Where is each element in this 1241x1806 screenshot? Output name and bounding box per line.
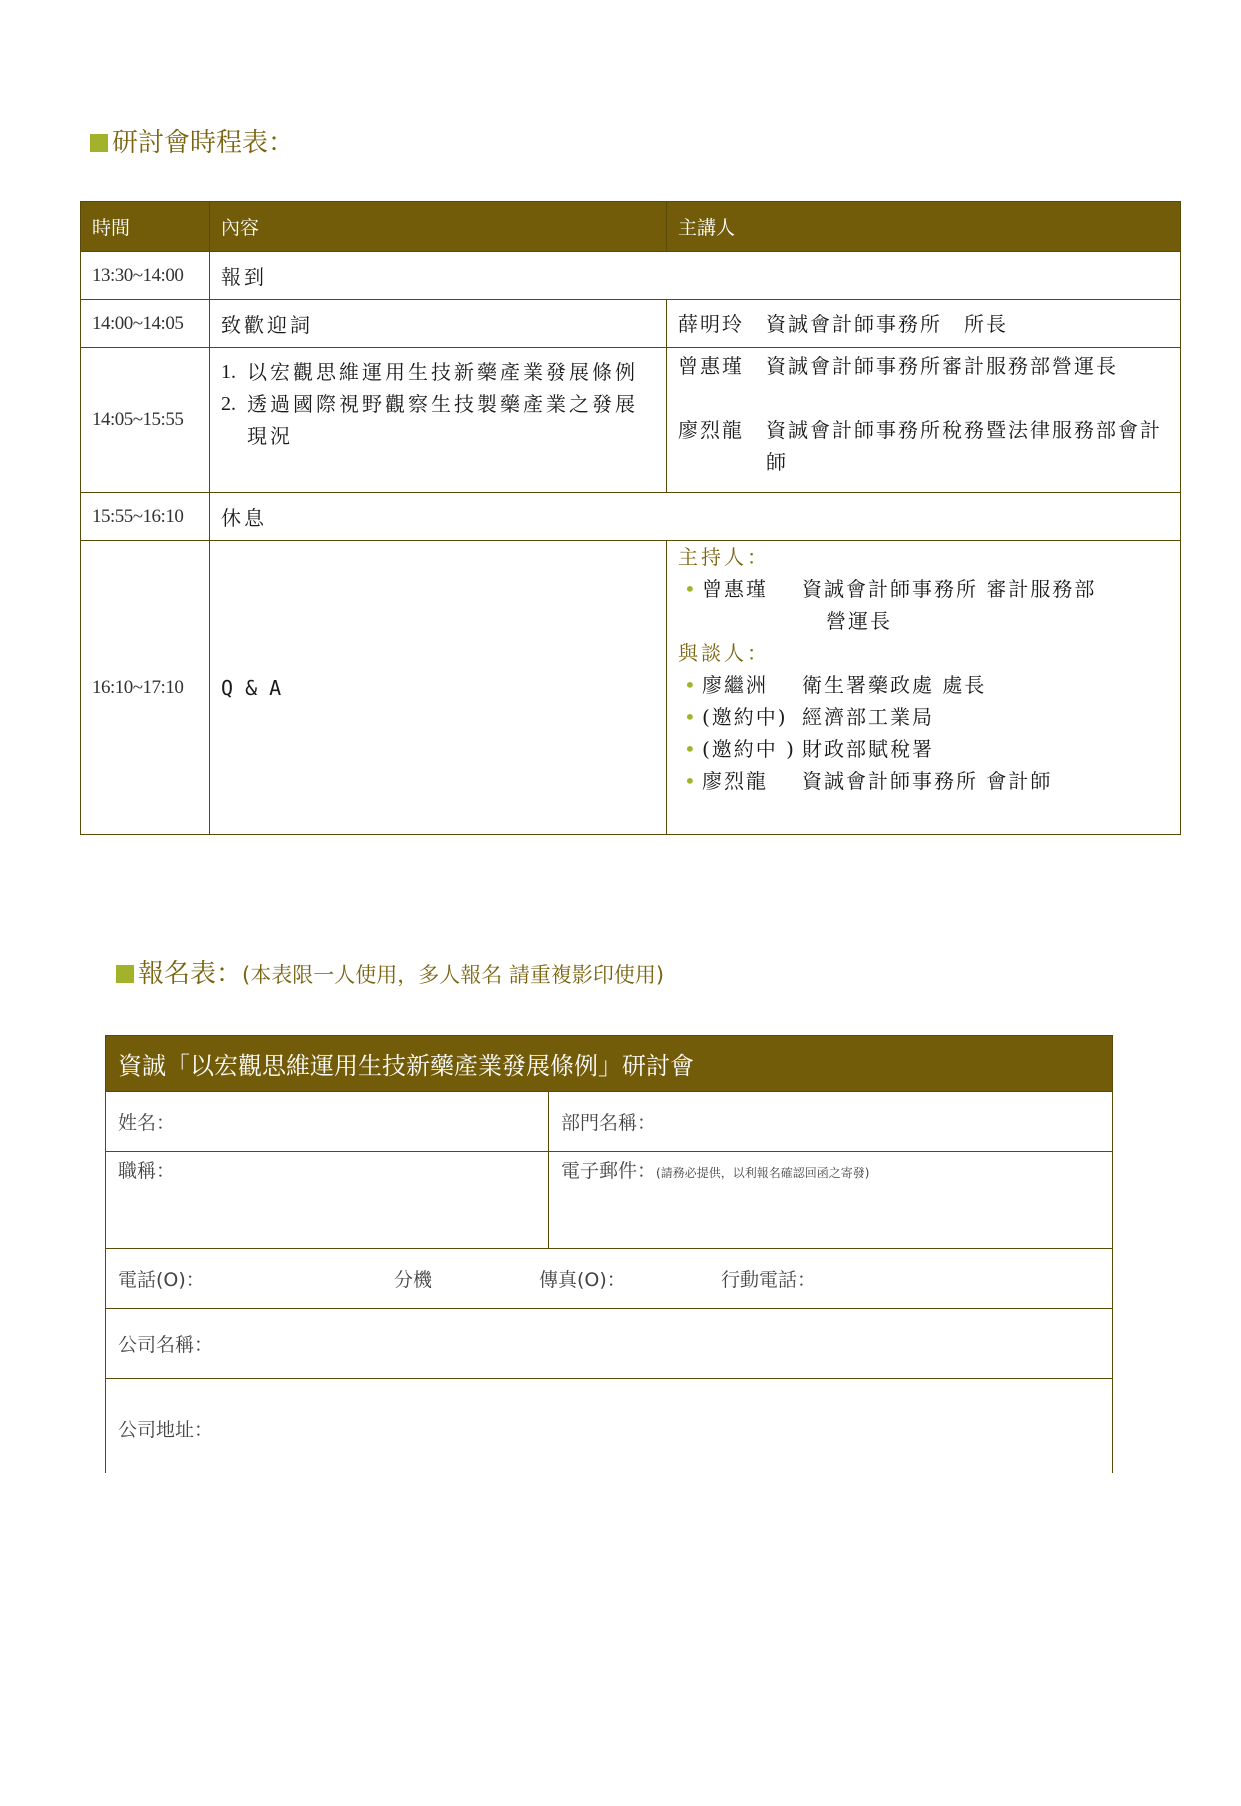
speaker-desc: 資誠會計師事務所 所長 (766, 311, 1008, 336)
panel-label: 與談人： (678, 641, 770, 665)
row-time: 14:00~14:05 (81, 300, 210, 348)
fax-label: 傳真(O)： (539, 1269, 626, 1291)
bullet-dot-icon: • (684, 577, 698, 601)
bullet-dot-icon: • (684, 737, 698, 761)
speaker-desc: 資誠會計師事務所審計服務部營運長 (766, 354, 1118, 378)
bullet-dot-icon: • (684, 673, 698, 697)
schedule-heading: 研討會時程表： (90, 122, 294, 159)
speaker-desc: 資誠會計師事務所稅務暨法律服務部會計師 (766, 418, 1162, 474)
row-content: 報到 (210, 252, 1181, 300)
speaker-name: 廖烈龍 (678, 418, 744, 442)
list-item: • (邀約中 ) 財政部賦稅署 (678, 733, 1169, 765)
jobtitle-field[interactable] (106, 1152, 549, 1249)
row-speaker (667, 541, 1181, 835)
phone-row[interactable] (106, 1249, 1113, 1309)
row-speaker (667, 348, 1181, 493)
square-bullet-icon (90, 134, 108, 152)
square-bullet-icon (116, 965, 134, 983)
dept-label: 部門名稱： (561, 1112, 657, 1134)
list-item: 1. 以宏觀思維運用生技新藥產業發展條例 (221, 360, 638, 384)
table-row (81, 493, 1181, 541)
schedule-header-row (81, 202, 1181, 252)
row-content: 致歡迎詞 (210, 300, 667, 348)
list-item: • (邀約中) 經濟部工業局 (678, 701, 1169, 733)
ext-label: 分機 (394, 1269, 433, 1291)
row-time: 16:10~17:10 (81, 541, 210, 835)
table-row (81, 252, 1181, 300)
list-item: • 廖繼洲 衛生署藥政處 處長 (678, 669, 1169, 701)
registration-form (105, 1035, 1113, 1473)
dept-field[interactable] (549, 1092, 1113, 1152)
list-item: • 曾惠瑾 資誠會計師事務所 審計服務部 營運長 (678, 573, 1169, 637)
table-row (81, 300, 1181, 348)
bullet-dot-icon: • (684, 705, 698, 729)
company-name-field[interactable] (106, 1309, 1113, 1379)
topic-list (221, 356, 655, 452)
row-time: 13:30~14:00 (81, 252, 210, 300)
row-time: 15:55~16:10 (81, 493, 210, 541)
email-field[interactable] (549, 1152, 1113, 1249)
row-time: 14:05~15:55 (81, 348, 210, 493)
row-content (210, 348, 667, 493)
header-content: 內容 (210, 202, 667, 252)
phone-label: 電話(O)： (118, 1269, 205, 1291)
company-address-field[interactable] (106, 1379, 1113, 1473)
jobtitle-label: 職稱： (118, 1160, 176, 1182)
list-item: 2. 透過國際視野觀察生技製藥產業之發展現況 (221, 392, 638, 448)
schedule-table (80, 201, 1181, 835)
registration-heading: 報名表：(本表限一人使用，多人報名 請重複影印使用) (116, 953, 664, 990)
bullet-dot-icon: • (684, 769, 698, 793)
name-field[interactable] (106, 1092, 549, 1152)
row-content: Q & A (210, 541, 667, 835)
form-title: 資誠「以宏觀思維運用生技新藥產業發展條例」研討會 (106, 1036, 1113, 1092)
header-speaker: 主講人 (667, 202, 1181, 252)
list-item: • 廖烈龍 資誠會計師事務所 會計師 (678, 765, 1169, 797)
header-time: 時間 (81, 202, 210, 252)
address-label: 公司地址： (118, 1419, 214, 1441)
row-content: 休息 (210, 493, 1181, 541)
mobile-label: 行動電話： (721, 1269, 817, 1291)
name-label: 姓名： (118, 1112, 176, 1134)
panel-list (678, 669, 1169, 797)
speaker-name: 薛明玲 (678, 311, 744, 336)
email-label: 電子郵件： (561, 1160, 657, 1182)
host-label: 主持人： (678, 545, 770, 569)
host-list (678, 573, 1169, 637)
table-row (81, 348, 1181, 493)
row-speaker (667, 300, 1181, 348)
table-row (81, 541, 1181, 835)
registration-note: (本表限一人使用，多人報名 請重複影印使用) (242, 963, 665, 987)
email-note: (請務必提供，以利報名確認回函之寄發) (656, 1166, 870, 1180)
company-label: 公司名稱： (118, 1334, 214, 1356)
speaker-name: 曾惠瑾 (678, 354, 744, 378)
